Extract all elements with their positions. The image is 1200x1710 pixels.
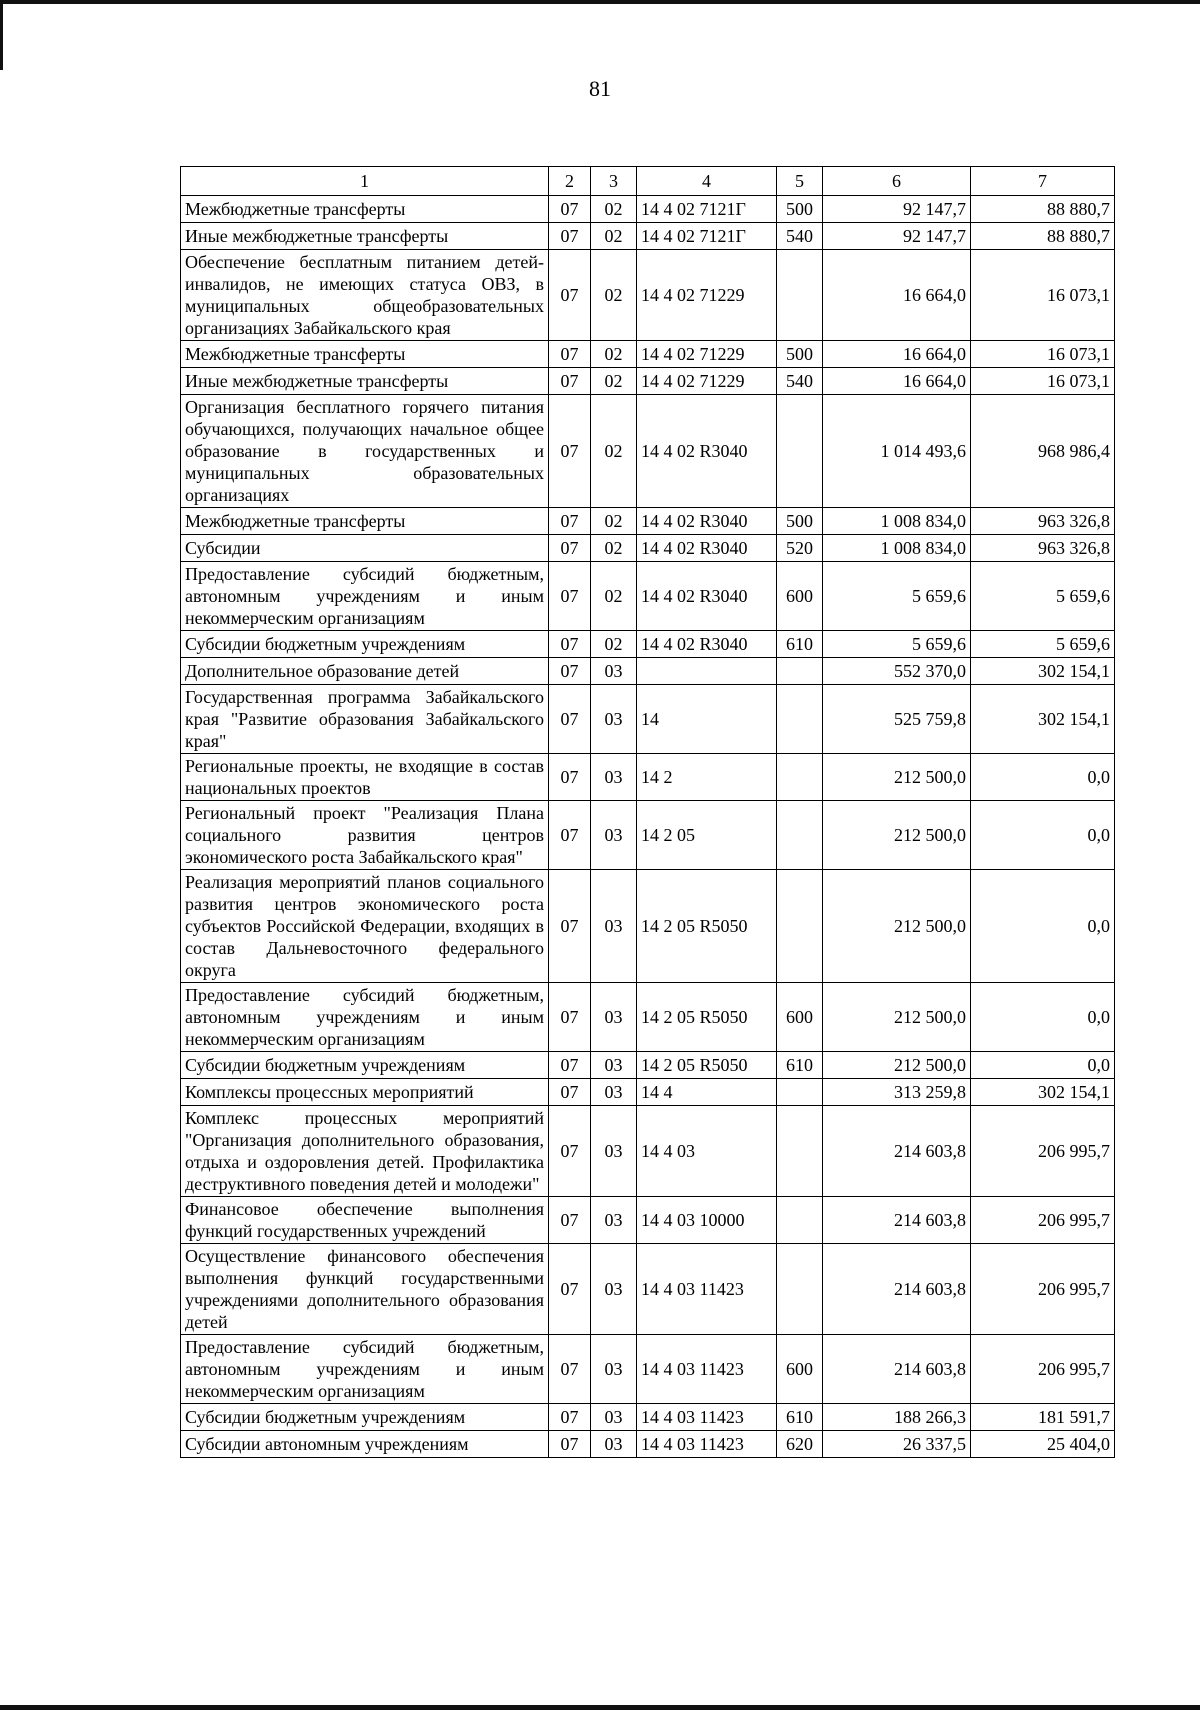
subsection-code-cell: 03: [591, 754, 637, 801]
amount-cell-col7: 0,0: [971, 1052, 1115, 1079]
amount-cell-col7: 88 880,7: [971, 223, 1115, 250]
row-name-cell: Комплексы процессных мероприятий: [181, 1079, 549, 1106]
row-name-cell: Предоставление субсидий бюджетным, автономным учреждениям и иным некоммерческим организациям: [181, 983, 549, 1052]
budget-table: [180, 166, 1115, 1458]
amount-cell-col7: 181 591,7: [971, 1404, 1115, 1431]
target-article-cell: 14 4 03 11423: [637, 1244, 777, 1335]
expense-type-cell: 610: [777, 1052, 823, 1079]
column-header: 5: [777, 167, 823, 196]
target-article-cell: 14 4 02 71229: [637, 368, 777, 395]
row-name-cell: Осуществление финансового обеспечения выполнения функций государственными учреждениями дополнительного образования детей: [181, 1244, 549, 1335]
expense-type-cell: 540: [777, 223, 823, 250]
amount-cell-col6: 92 147,7: [823, 196, 971, 223]
amount-cell-col6: 16 664,0: [823, 341, 971, 368]
row-name-cell: Дополнительное образование детей: [181, 658, 549, 685]
amount-cell-col6: 212 500,0: [823, 983, 971, 1052]
amount-cell-col7: 25 404,0: [971, 1431, 1115, 1458]
scan-edge-bottom: [0, 1705, 1200, 1710]
section-code-cell: 07: [549, 196, 591, 223]
subsection-code-cell: 03: [591, 1052, 637, 1079]
row-name-cell: Межбюджетные трансферты: [181, 341, 549, 368]
table-row: [181, 196, 1115, 223]
target-article-cell: 14 2: [637, 754, 777, 801]
amount-cell-col7: 5 659,6: [971, 562, 1115, 631]
subsection-code-cell: 02: [591, 250, 637, 341]
section-code-cell: 07: [549, 685, 591, 754]
expense-type-cell: [777, 1106, 823, 1197]
table-row: [181, 250, 1115, 341]
section-code-cell: 07: [549, 1079, 591, 1106]
table-row: [181, 508, 1115, 535]
section-code-cell: 07: [549, 1197, 591, 1244]
column-header: 3: [591, 167, 637, 196]
table-row: [181, 1079, 1115, 1106]
amount-cell-col7: 963 326,8: [971, 535, 1115, 562]
amount-cell-col7: 206 995,7: [971, 1197, 1115, 1244]
subsection-code-cell: 02: [591, 562, 637, 631]
target-article-cell: 14 2 05 R5050: [637, 870, 777, 983]
amount-cell-col7: 16 073,1: [971, 368, 1115, 395]
amount-cell-col7: 206 995,7: [971, 1335, 1115, 1404]
table-row: [181, 395, 1115, 508]
amount-cell-col7: 0,0: [971, 801, 1115, 870]
subsection-code-cell: 02: [591, 223, 637, 250]
amount-cell-col7: 0,0: [971, 983, 1115, 1052]
amount-cell-col7: 88 880,7: [971, 196, 1115, 223]
expense-type-cell: [777, 754, 823, 801]
row-name-cell: Субсидии бюджетным учреждениям: [181, 1052, 549, 1079]
subsection-code-cell: 02: [591, 395, 637, 508]
amount-cell-col6: 92 147,7: [823, 223, 971, 250]
row-name-cell: Финансовое обеспечение выполнения функций государственных учреждений: [181, 1197, 549, 1244]
expense-type-cell: [777, 250, 823, 341]
section-code-cell: 07: [549, 1404, 591, 1431]
target-article-cell: 14 4 03 11423: [637, 1404, 777, 1431]
table-row: [181, 368, 1115, 395]
amount-cell-col7: 302 154,1: [971, 685, 1115, 754]
section-code-cell: 07: [549, 508, 591, 535]
table-row: [181, 1335, 1115, 1404]
amount-cell-col6: 214 603,8: [823, 1106, 971, 1197]
subsection-code-cell: 03: [591, 983, 637, 1052]
section-code-cell: 07: [549, 1052, 591, 1079]
amount-cell-col6: 552 370,0: [823, 658, 971, 685]
expense-type-cell: [777, 1079, 823, 1106]
amount-cell-col6: 214 603,8: [823, 1197, 971, 1244]
subsection-code-cell: 03: [591, 1431, 637, 1458]
amount-cell-col7: 0,0: [971, 870, 1115, 983]
subsection-code-cell: 03: [591, 685, 637, 754]
section-code-cell: 07: [549, 631, 591, 658]
subsection-code-cell: 03: [591, 1106, 637, 1197]
amount-cell-col7: 206 995,7: [971, 1244, 1115, 1335]
table-row: [181, 631, 1115, 658]
row-name-cell: Реализация мероприятий планов социального развития центров экономического роста субъектов Российской Федерации, входящих в состав Дальневосточного федерального округа: [181, 870, 549, 983]
amount-cell-col6: 26 337,5: [823, 1431, 971, 1458]
expense-type-cell: [777, 395, 823, 508]
amount-cell-col6: 188 266,3: [823, 1404, 971, 1431]
row-name-cell: Региональный проект "Реализация Плана социального развития центров экономического роста Забайкальского края": [181, 801, 549, 870]
expense-type-cell: [777, 801, 823, 870]
row-name-cell: Иные межбюджетные трансферты: [181, 223, 549, 250]
expense-type-cell: [777, 685, 823, 754]
subsection-code-cell: 03: [591, 1404, 637, 1431]
expense-type-cell: 520: [777, 535, 823, 562]
section-code-cell: 07: [549, 870, 591, 983]
page-number: 81: [589, 76, 611, 101]
expense-type-cell: [777, 870, 823, 983]
amount-cell-col6: 5 659,6: [823, 631, 971, 658]
row-name-cell: Субсидии бюджетным учреждениям: [181, 631, 549, 658]
expense-type-cell: [777, 658, 823, 685]
section-code-cell: 07: [549, 983, 591, 1052]
subsection-code-cell: 02: [591, 196, 637, 223]
amount-cell-col6: 212 500,0: [823, 870, 971, 983]
row-name-cell: Предоставление субсидий бюджетным, автономным учреждениям и иным некоммерческим организациям: [181, 1335, 549, 1404]
table-row: [181, 1244, 1115, 1335]
table-row: [181, 801, 1115, 870]
section-code-cell: 07: [549, 801, 591, 870]
section-code-cell: 07: [549, 368, 591, 395]
amount-cell-col7: 206 995,7: [971, 1106, 1115, 1197]
subsection-code-cell: 02: [591, 368, 637, 395]
subsection-code-cell: 03: [591, 801, 637, 870]
target-article-cell: 14 4 03 10000: [637, 1197, 777, 1244]
table-row: [181, 685, 1115, 754]
table-body: [181, 196, 1115, 1458]
target-article-cell: [637, 658, 777, 685]
row-name-cell: Комплекс процессных мероприятий "Организация дополнительного образования, отдыха и оздоровления детей. Профилактика деструктивного поведения детей и молодежи": [181, 1106, 549, 1197]
subsection-code-cell: 03: [591, 1197, 637, 1244]
amount-cell-col6: 1 008 834,0: [823, 535, 971, 562]
target-article-cell: 14 4 03: [637, 1106, 777, 1197]
amount-cell-col7: 302 154,1: [971, 1079, 1115, 1106]
amount-cell-col6: 212 500,0: [823, 754, 971, 801]
subsection-code-cell: 02: [591, 535, 637, 562]
amount-cell-col6: 313 259,8: [823, 1079, 971, 1106]
amount-cell-col7: 0,0: [971, 754, 1115, 801]
target-article-cell: 14 4 03 11423: [637, 1335, 777, 1404]
section-code-cell: 07: [549, 395, 591, 508]
amount-cell-col7: 968 986,4: [971, 395, 1115, 508]
expense-type-cell: 610: [777, 1404, 823, 1431]
row-name-cell: Организация бесплатного горячего питания обучающихся, получающих начальное общее образование в государственных и муниципальных образовательных организациях: [181, 395, 549, 508]
row-name-cell: Субсидии бюджетным учреждениям: [181, 1404, 549, 1431]
column-header: 1: [181, 167, 549, 196]
section-code-cell: 07: [549, 1106, 591, 1197]
row-name-cell: Межбюджетные трансферты: [181, 508, 549, 535]
expense-type-cell: 600: [777, 1335, 823, 1404]
subsection-code-cell: 03: [591, 1335, 637, 1404]
column-header: 7: [971, 167, 1115, 196]
section-code-cell: 07: [549, 1431, 591, 1458]
subsection-code-cell: 02: [591, 508, 637, 535]
expense-type-cell: 500: [777, 341, 823, 368]
target-article-cell: 14 4 03 11423: [637, 1431, 777, 1458]
target-article-cell: 14 4 02 R3040: [637, 631, 777, 658]
amount-cell-col6: 16 664,0: [823, 250, 971, 341]
amount-cell-col7: 16 073,1: [971, 341, 1115, 368]
target-article-cell: 14 4 02 7121Г: [637, 223, 777, 250]
amount-cell-col6: 1 008 834,0: [823, 508, 971, 535]
target-article-cell: 14 4 02 71229: [637, 250, 777, 341]
target-article-cell: 14 4 02 71229: [637, 341, 777, 368]
amount-cell-col6: 212 500,0: [823, 1052, 971, 1079]
section-code-cell: 07: [549, 250, 591, 341]
column-header: 2: [549, 167, 591, 196]
column-header: 4: [637, 167, 777, 196]
table-row: [181, 1052, 1115, 1079]
expense-type-cell: [777, 1197, 823, 1244]
expense-type-cell: 600: [777, 562, 823, 631]
amount-cell-col7: 16 073,1: [971, 250, 1115, 341]
row-name-cell: Межбюджетные трансферты: [181, 196, 549, 223]
amount-cell-col6: 1 014 493,6: [823, 395, 971, 508]
amount-cell-col6: 214 603,8: [823, 1244, 971, 1335]
target-article-cell: 14 2 05: [637, 801, 777, 870]
expense-type-cell: [777, 1244, 823, 1335]
expense-type-cell: 500: [777, 508, 823, 535]
row-name-cell: Предоставление субсидий бюджетным, автономным учреждениям и иным некоммерческим организациям: [181, 562, 549, 631]
row-name-cell: Государственная программа Забайкальского края "Развитие образования Забайкальского края": [181, 685, 549, 754]
table-row: [181, 754, 1115, 801]
subsection-code-cell: 02: [591, 341, 637, 368]
target-article-cell: 14 2 05 R5050: [637, 983, 777, 1052]
subsection-code-cell: 03: [591, 870, 637, 983]
amount-cell-col7: 302 154,1: [971, 658, 1115, 685]
target-article-cell: 14 4 02 7121Г: [637, 196, 777, 223]
header-row: [181, 167, 1115, 196]
subsection-code-cell: 03: [591, 658, 637, 685]
target-article-cell: 14 4 02 R3040: [637, 535, 777, 562]
table-row: [181, 870, 1115, 983]
table-row: [181, 341, 1115, 368]
table-row: [181, 1431, 1115, 1458]
amount-cell-col6: 214 603,8: [823, 1335, 971, 1404]
section-code-cell: 07: [549, 535, 591, 562]
table-row: [181, 1106, 1115, 1197]
amount-cell-col6: 16 664,0: [823, 368, 971, 395]
expense-type-cell: 600: [777, 983, 823, 1052]
amount-cell-col6: 525 759,8: [823, 685, 971, 754]
table-row: [181, 223, 1115, 250]
section-code-cell: 07: [549, 341, 591, 368]
target-article-cell: 14 4 02 R3040: [637, 562, 777, 631]
table-row: [181, 658, 1115, 685]
amount-cell-col6: 5 659,6: [823, 562, 971, 631]
scan-edge-left: [0, 0, 3, 70]
section-code-cell: 07: [549, 658, 591, 685]
subsection-code-cell: 03: [591, 1079, 637, 1106]
row-name-cell: Региональные проекты, не входящие в состав национальных проектов: [181, 754, 549, 801]
row-name-cell: Обеспечение бесплатным питанием детей-инвалидов, не имеющих статуса ОВЗ, в муниципальных общеобразовательных организациях Забайкальского края: [181, 250, 549, 341]
row-name-cell: Субсидии автономным учреждениям: [181, 1431, 549, 1458]
target-article-cell: 14 4: [637, 1079, 777, 1106]
target-article-cell: 14: [637, 685, 777, 754]
section-code-cell: 07: [549, 1244, 591, 1335]
column-header: 6: [823, 167, 971, 196]
section-code-cell: 07: [549, 223, 591, 250]
table-row: [181, 983, 1115, 1052]
target-article-cell: 14 4 02 R3040: [637, 395, 777, 508]
expense-type-cell: 500: [777, 196, 823, 223]
table-row: [181, 535, 1115, 562]
table-row: [181, 562, 1115, 631]
expense-type-cell: 540: [777, 368, 823, 395]
expense-type-cell: 610: [777, 631, 823, 658]
scan-edge-top: [0, 0, 1200, 4]
amount-cell-col7: 5 659,6: [971, 631, 1115, 658]
table-row: [181, 1197, 1115, 1244]
row-name-cell: Субсидии: [181, 535, 549, 562]
section-code-cell: 07: [549, 754, 591, 801]
section-code-cell: 07: [549, 562, 591, 631]
row-name-cell: Иные межбюджетные трансферты: [181, 368, 549, 395]
subsection-code-cell: 02: [591, 631, 637, 658]
amount-cell-col7: 963 326,8: [971, 508, 1115, 535]
subsection-code-cell: 03: [591, 1244, 637, 1335]
target-article-cell: 14 4 02 R3040: [637, 508, 777, 535]
table-row: [181, 1404, 1115, 1431]
amount-cell-col6: 212 500,0: [823, 801, 971, 870]
section-code-cell: 07: [549, 1335, 591, 1404]
target-article-cell: 14 2 05 R5050: [637, 1052, 777, 1079]
expense-type-cell: 620: [777, 1431, 823, 1458]
